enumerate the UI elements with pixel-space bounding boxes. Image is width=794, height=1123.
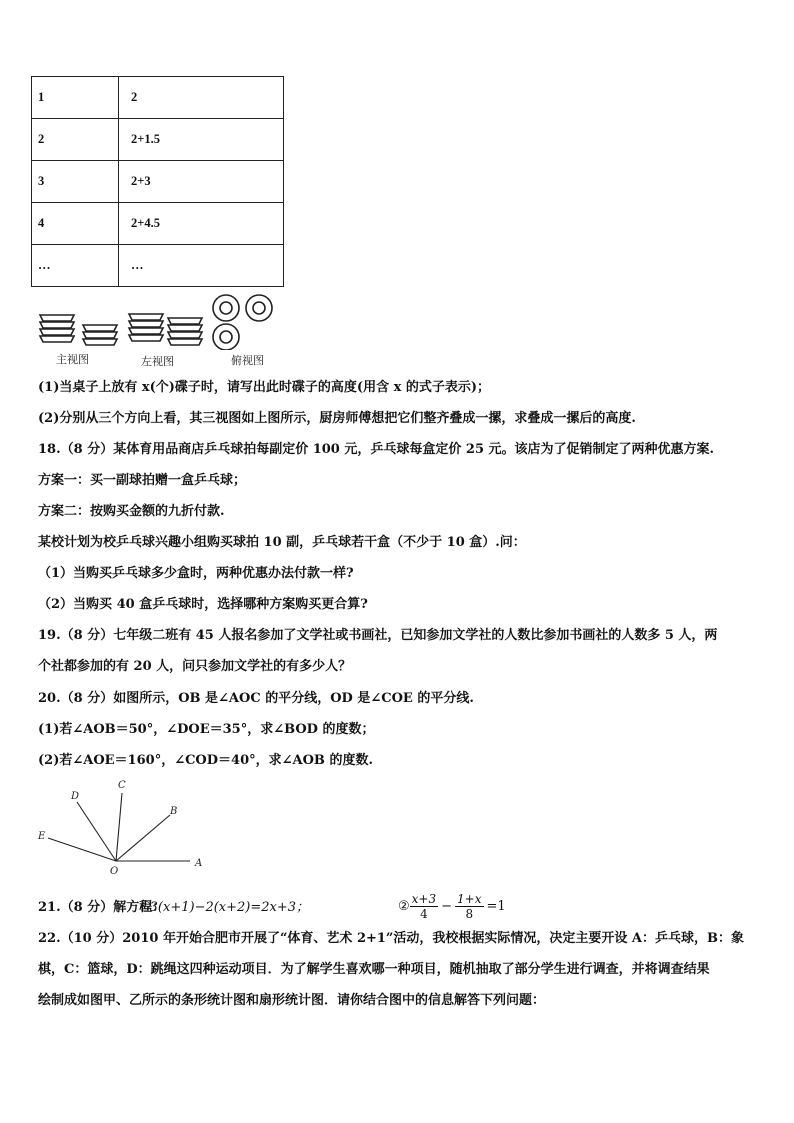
top-view-caption: 俯视图: [231, 354, 264, 367]
q18-plan2: 方案二：按购买金额的九折付款.: [38, 504, 225, 519]
fraction-1-denominator: 4: [410, 906, 438, 921]
minus-sign: −: [441, 898, 453, 914]
q21-equation1: ①3(x+1)−2(x+2)=2x+3；: [138, 900, 310, 915]
table-row: [32, 203, 284, 245]
table-cell: 2+3: [119, 161, 284, 203]
q17-part1: (1)当桌子上放有 x(个)碟子时，请写出此时碟子的高度(用含 x 的式子表示)；: [38, 380, 491, 395]
table-row: [32, 77, 284, 119]
q19-line2: 个社都参加的有 20 人，问只参加文学社的有多少人？: [38, 659, 352, 674]
table-cell: 2+4.5: [119, 203, 284, 245]
q18-question2: （2）当购买 40 盒乒乓球时，选择哪种方案购买更合算?: [38, 597, 368, 612]
table-cell: 1: [32, 77, 119, 119]
label-E: E: [38, 831, 46, 842]
table-row: [32, 245, 284, 287]
angle-rays: [30, 775, 220, 880]
fraction-2-numerator: 1+x: [457, 891, 482, 906]
q18-question1: （1）当购买乒乓球多少盒时，两种优惠办法付款一样?: [38, 566, 354, 581]
front-view-caption: 主视图: [56, 353, 89, 366]
table-cell: 2+1.5: [119, 119, 284, 161]
fraction-2: [455, 892, 483, 921]
table-cell: 4: [32, 203, 119, 245]
angle-diagram: [30, 775, 220, 880]
q20-part1: (1)若∠AOB＝50°，∠DOE＝35°，求∠BOD 的度数；: [38, 722, 375, 737]
equation2-marker: ②: [398, 898, 410, 914]
q18-stem: 18.（8 分）某体育用品商店乒乓球拍每副定价 100 元，乒乓球每盒定价 25 元。该店为了促销制定了两种优惠方案.: [38, 442, 715, 457]
q22-line1: 22.（10 分）2010 年开始合肥市开展了“体育、艺术 2+1”活动，我校根据实际情况，决定主要开设 A：乒乓球，B：象: [38, 931, 745, 946]
front-view-stack-2: [83, 325, 117, 345]
q18-context: 某校计划为校乒乓球兴趣小组购买球拍 10 副，乒乓球若干盒（不少于 10 盒）.问：: [38, 535, 526, 550]
front-view-stack: [40, 315, 74, 342]
q22-line2: 棋，C：篮球，D：跳绳这四种运动项目．为了解学生喜欢哪一种项目，随机抽取了部分学生进行调查，并将调查结果: [38, 962, 710, 977]
fraction-2-denominator: 8: [455, 906, 483, 921]
equation2-rhs: =1: [486, 898, 506, 914]
label-C: C: [118, 780, 126, 791]
q21-stem: 21.（8 分）解方程：: [38, 900, 166, 915]
left-view-caption: 左视图: [141, 355, 174, 368]
left-view-stack-2: [168, 318, 202, 345]
left-view-stack: [129, 314, 163, 341]
dish-stacks-drawing: [30, 290, 290, 350]
fraction-1: [410, 892, 438, 921]
q21-equation2: [398, 888, 506, 924]
ray-OB: [116, 815, 170, 861]
label-A: A: [195, 858, 203, 869]
table-row: [32, 119, 284, 161]
label-B: B: [170, 806, 178, 817]
table-row: [32, 161, 284, 203]
three-views-figure: [30, 290, 290, 370]
table-cell: 3: [32, 161, 119, 203]
ray-OE: [48, 838, 116, 861]
q21-equations: [38, 888, 638, 924]
q19-line1: 19.（8 分）七年级二班有 45 人报名参加了文学社或书画社，已知参加文学社的人数比参加书画社的人数多 5 人，两: [38, 628, 718, 643]
q20-stem: 20.（8 分）如图所示，OB 是∠AOC 的平分线，OD 是∠COE 的平分线.: [38, 691, 474, 706]
top-view-circles: [213, 295, 272, 350]
table-cell: 2: [32, 119, 119, 161]
ray-OC: [116, 793, 122, 861]
q20-part2: (2)若∠AOE＝160°，∠COD＝40°，求∠AOB 的度数.: [38, 753, 373, 768]
table-cell: …: [32, 245, 119, 287]
label-D: D: [71, 791, 80, 802]
q18-plan1: 方案一：买一副球拍赠一盒乒乓球；: [38, 473, 247, 488]
fraction-1-numerator: x+3: [411, 891, 437, 906]
table-cell: 2: [119, 77, 284, 119]
label-O: O: [110, 866, 119, 877]
q17-part2: (2)分别从三个方向上看，其三视图如上图所示，厨房师傅想把它们整齐叠成一摞，求叠成一摞后的高度.: [38, 411, 636, 426]
ray-OD: [77, 802, 116, 861]
table-cell: …: [119, 245, 284, 287]
q22-line3: 绘制成如图甲、乙所示的条形统计图和扇形统计图．请你结合图中的信息解答下列问题：: [38, 993, 546, 1008]
dish-height-table: [31, 76, 284, 287]
